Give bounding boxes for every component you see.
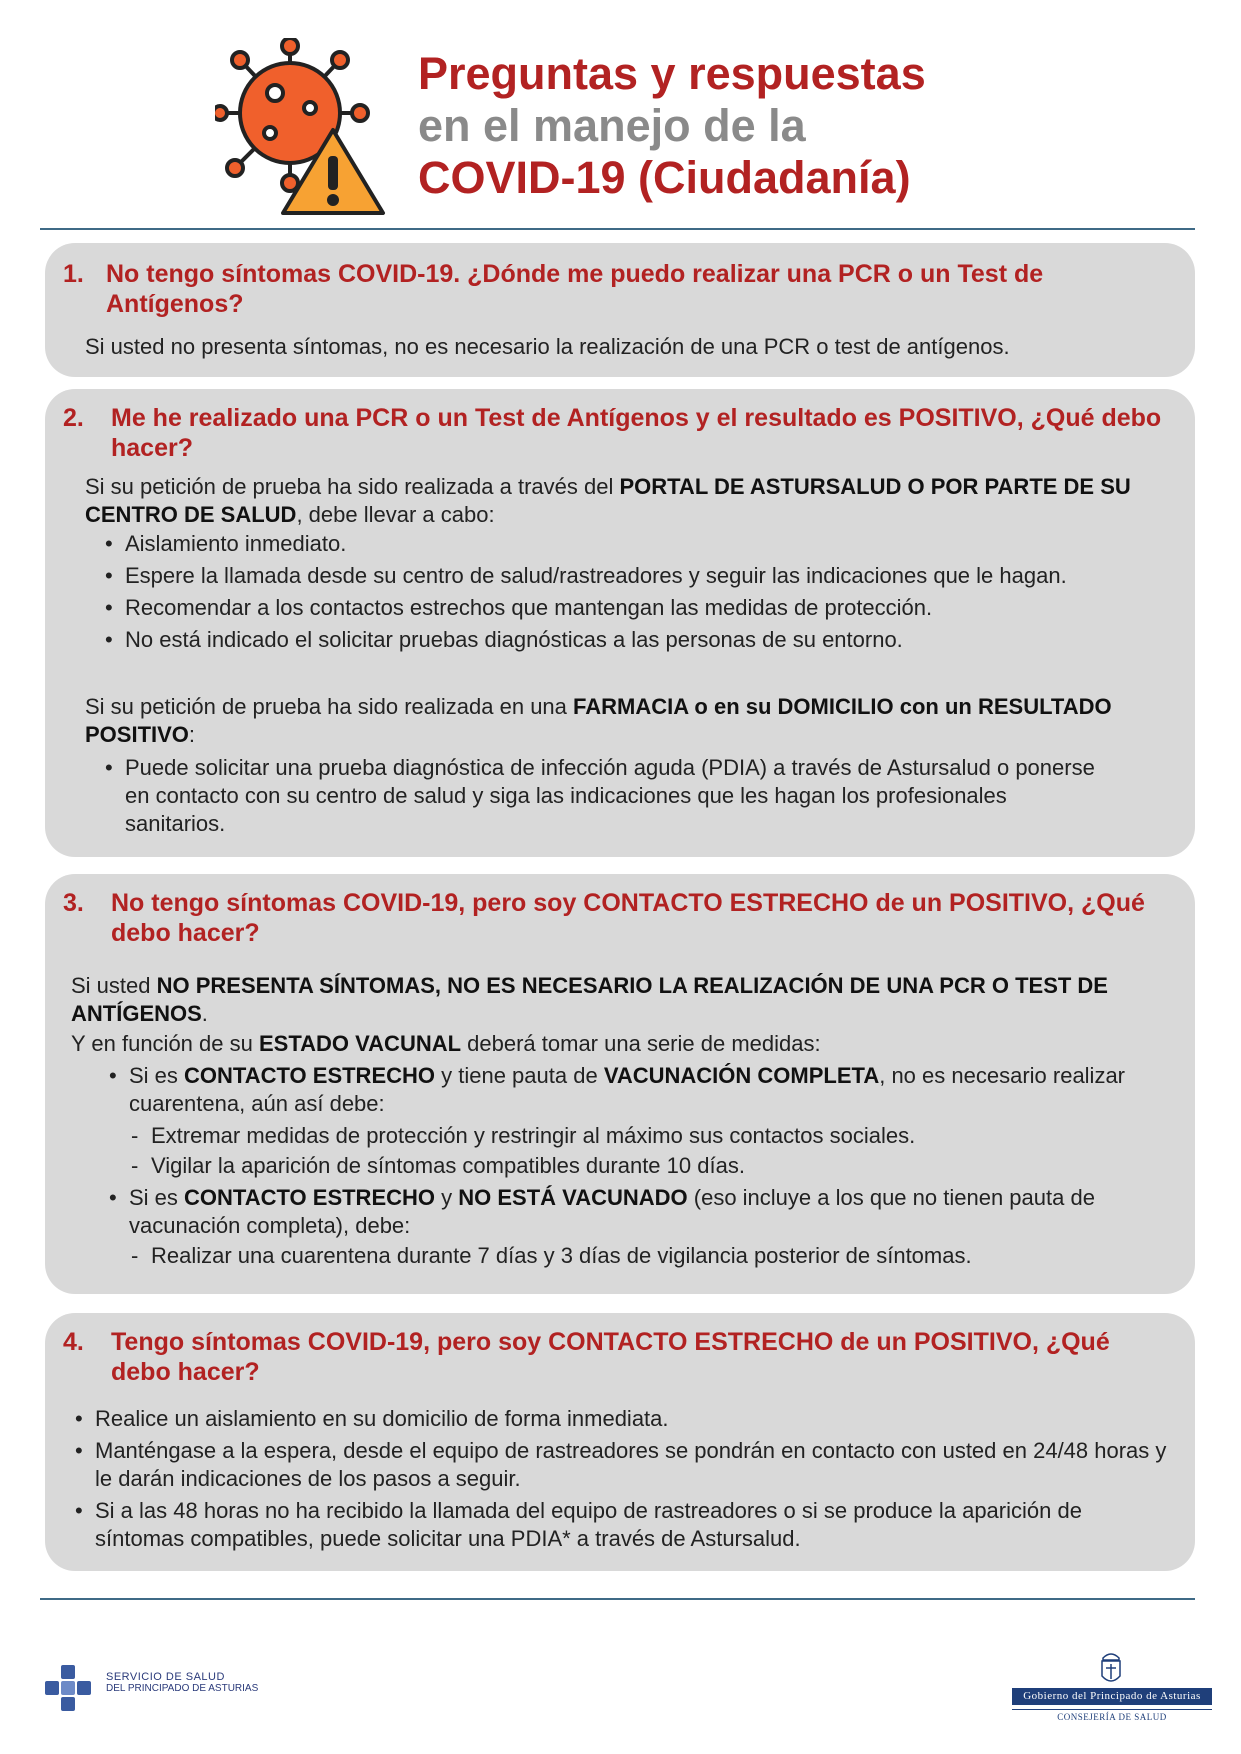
question-number: 1. (63, 260, 84, 288)
asturias-crest-icon (1098, 1648, 1124, 1686)
dash-list (129, 1242, 1147, 1270)
sespa-wordmark (106, 1672, 258, 1694)
faq-question-3 (63, 888, 1173, 948)
list-item: • Recomendar a los contactos estrechos que mantengan las medidas de protección. (103, 594, 1173, 622)
faq-card-2 (45, 389, 1195, 857)
intro-text: Si su petición de prueba ha sido realizada en una (85, 694, 574, 719)
title-line-2: en el manejo de la (418, 100, 806, 151)
faq-answer-1: Si usted no presenta síntomas, no es necesario la realización de una PCR o test de antígenos. (85, 334, 1010, 359)
text-bold: CONTACTO ESTRECHO (184, 1185, 436, 1210)
title-line-3: COVID-19 (Ciudadanía) (418, 152, 911, 203)
faq-answer-2-intro-2 (85, 693, 1165, 749)
question-text: Tengo síntomas COVID-19, pero soy CONTACTO ESTRECHO de un POSITIVO, ¿Qué debo hacer? (111, 1328, 1110, 1386)
faq-card-1 (45, 243, 1195, 377)
faq-answer-2-intro (85, 473, 1165, 529)
faq-answer-2-list (103, 530, 1173, 654)
faq-card-4 (45, 1313, 1195, 1571)
sespa-line-1: SERVICIO DE SALUD (106, 1671, 225, 1683)
text: y (435, 1185, 459, 1210)
faq-card-3 (45, 874, 1195, 1294)
list-item: • Manténgase a la espera, desde el equipo de rastreadores se pondrán en contacto con usted en 24/48 horas y le darán indicaciones de los pasos a seguir. (73, 1437, 1173, 1493)
text-tail: . (201, 1001, 208, 1026)
question-text: No tengo síntomas COVID-19. ¿Dónde me puedo realizar una PCR o un Test de Antígenos? (106, 260, 1044, 318)
sespa-cross-logo (45, 1665, 91, 1711)
text-bold: NO ESTÁ VACUNADO (458, 1185, 688, 1210)
faq-answer-4-list (73, 1405, 1173, 1553)
government-name-bar: Gobierno del Principado de Asturias (1012, 1688, 1212, 1705)
text-bold: VACUNACIÓN COMPLETA (603, 1063, 880, 1088)
faq-answer-2-list-2 (103, 754, 1103, 838)
faq-question-2 (63, 403, 1173, 463)
text-bold: ESTADO VACUNAL (258, 1031, 462, 1056)
list-item: • Puede solicitar una prueba diagnóstica de infección aguda (PDIA) a través de Astursalud o ponerse en contacto con su centro de salud y siga las indicaciones que les hagan los profesionales sanitarios. (103, 754, 1103, 838)
sespa-line-2: DEL PRINCIPADO DE ASTURIAS (106, 1683, 259, 1694)
intro-bold: PORTAL DE ASTURSALUD O POR PARTE DE SU CENTRO DE SALUD (85, 474, 1131, 527)
intro-tail: : (188, 722, 196, 747)
intro-text: Si su petición de prueba ha sido realizada a través del (85, 474, 620, 499)
dash-list (129, 1122, 1147, 1180)
title-line-1: Preguntas y respuestas (418, 48, 926, 99)
question-number: 4. (63, 1328, 84, 1356)
dash-item: - Vigilar la aparición de síntomas compatibles durante 10 días. (129, 1152, 1147, 1180)
text-bold: CONTACTO ESTRECHO (184, 1063, 436, 1088)
covid-warning-icon (215, 38, 395, 218)
list-item: • Espere la llamada desde su centro de salud/rastreadores y seguir las indicaciones que le hagan. (103, 562, 1173, 590)
question-number: 2. (63, 404, 84, 432)
text: Si es (129, 1063, 185, 1088)
intro-tail: , debe llevar a cabo: (296, 502, 495, 527)
faq-answer-3-list (107, 1062, 1147, 1270)
dash-item: - Realizar una cuarentena durante 7 días y 3 días de vigilancia posterior de síntomas. (129, 1242, 1147, 1270)
list-item (107, 1062, 1147, 1180)
faq-question-4 (63, 1327, 1173, 1387)
faq-answer-3-p1 (71, 972, 1161, 1028)
bottom-divider (40, 1598, 1195, 1600)
intro-bold: FARMACIA o en su DOMICILIO con un RESULTADO POSITIVO (85, 694, 1112, 747)
list-item: • Realice un aislamiento en su domicilio de forma inmediata. (73, 1405, 1173, 1433)
header (0, 0, 1241, 230)
question-number: 3. (63, 889, 84, 917)
text: Y en función de su (71, 1031, 259, 1056)
faq-answer-3-p2 (71, 1030, 1161, 1058)
text: , no es necesario realizar cuarentena, aún así debe: (129, 1063, 1126, 1116)
page-title (418, 48, 926, 204)
text-bold: NO PRESENTA SÍNTOMAS, NO ES NECESARIO LA REALIZACIÓN DE UNA PCR O TEST DE ANTÍGENOS (71, 973, 1108, 1026)
dash-item: - Extremar medidas de protección y restringir al máximo sus contactos sociales. (129, 1122, 1147, 1150)
text: Si es (129, 1185, 185, 1210)
text-tail: deberá tomar una serie de medidas: (461, 1031, 821, 1056)
list-item: • No está indicado el solicitar pruebas diagnósticas a las personas de su entorno. (103, 626, 1173, 654)
question-text: No tengo síntomas COVID-19, pero soy CONTACTO ESTRECHO de un POSITIVO, ¿Qué debo hacer? (111, 889, 1145, 947)
government-department: CONSEJERÍA DE SALUD (1012, 1709, 1212, 1722)
question-text: Me he realizado una PCR o un Test de Antígenos y el resultado es POSITIVO, ¿Qué debo hacer? (111, 404, 1162, 462)
text: (eso incluye a los que no tienen pauta de vacunación completa), debe: (129, 1185, 1095, 1238)
text: Si usted (71, 973, 157, 998)
list-item: • Aislamiento inmediato. (103, 530, 1173, 558)
faq-question-1 (63, 259, 1173, 319)
list-item (107, 1184, 1147, 1270)
list-item: • Si a las 48 horas no ha recibido la llamada del equipo de rastreadores o si se produce la aparición de síntomas compatibles, puede solicitar una PDIA* a través de Astursalud. (73, 1497, 1173, 1553)
top-divider (40, 228, 1195, 230)
text: y tiene pauta de (435, 1063, 604, 1088)
